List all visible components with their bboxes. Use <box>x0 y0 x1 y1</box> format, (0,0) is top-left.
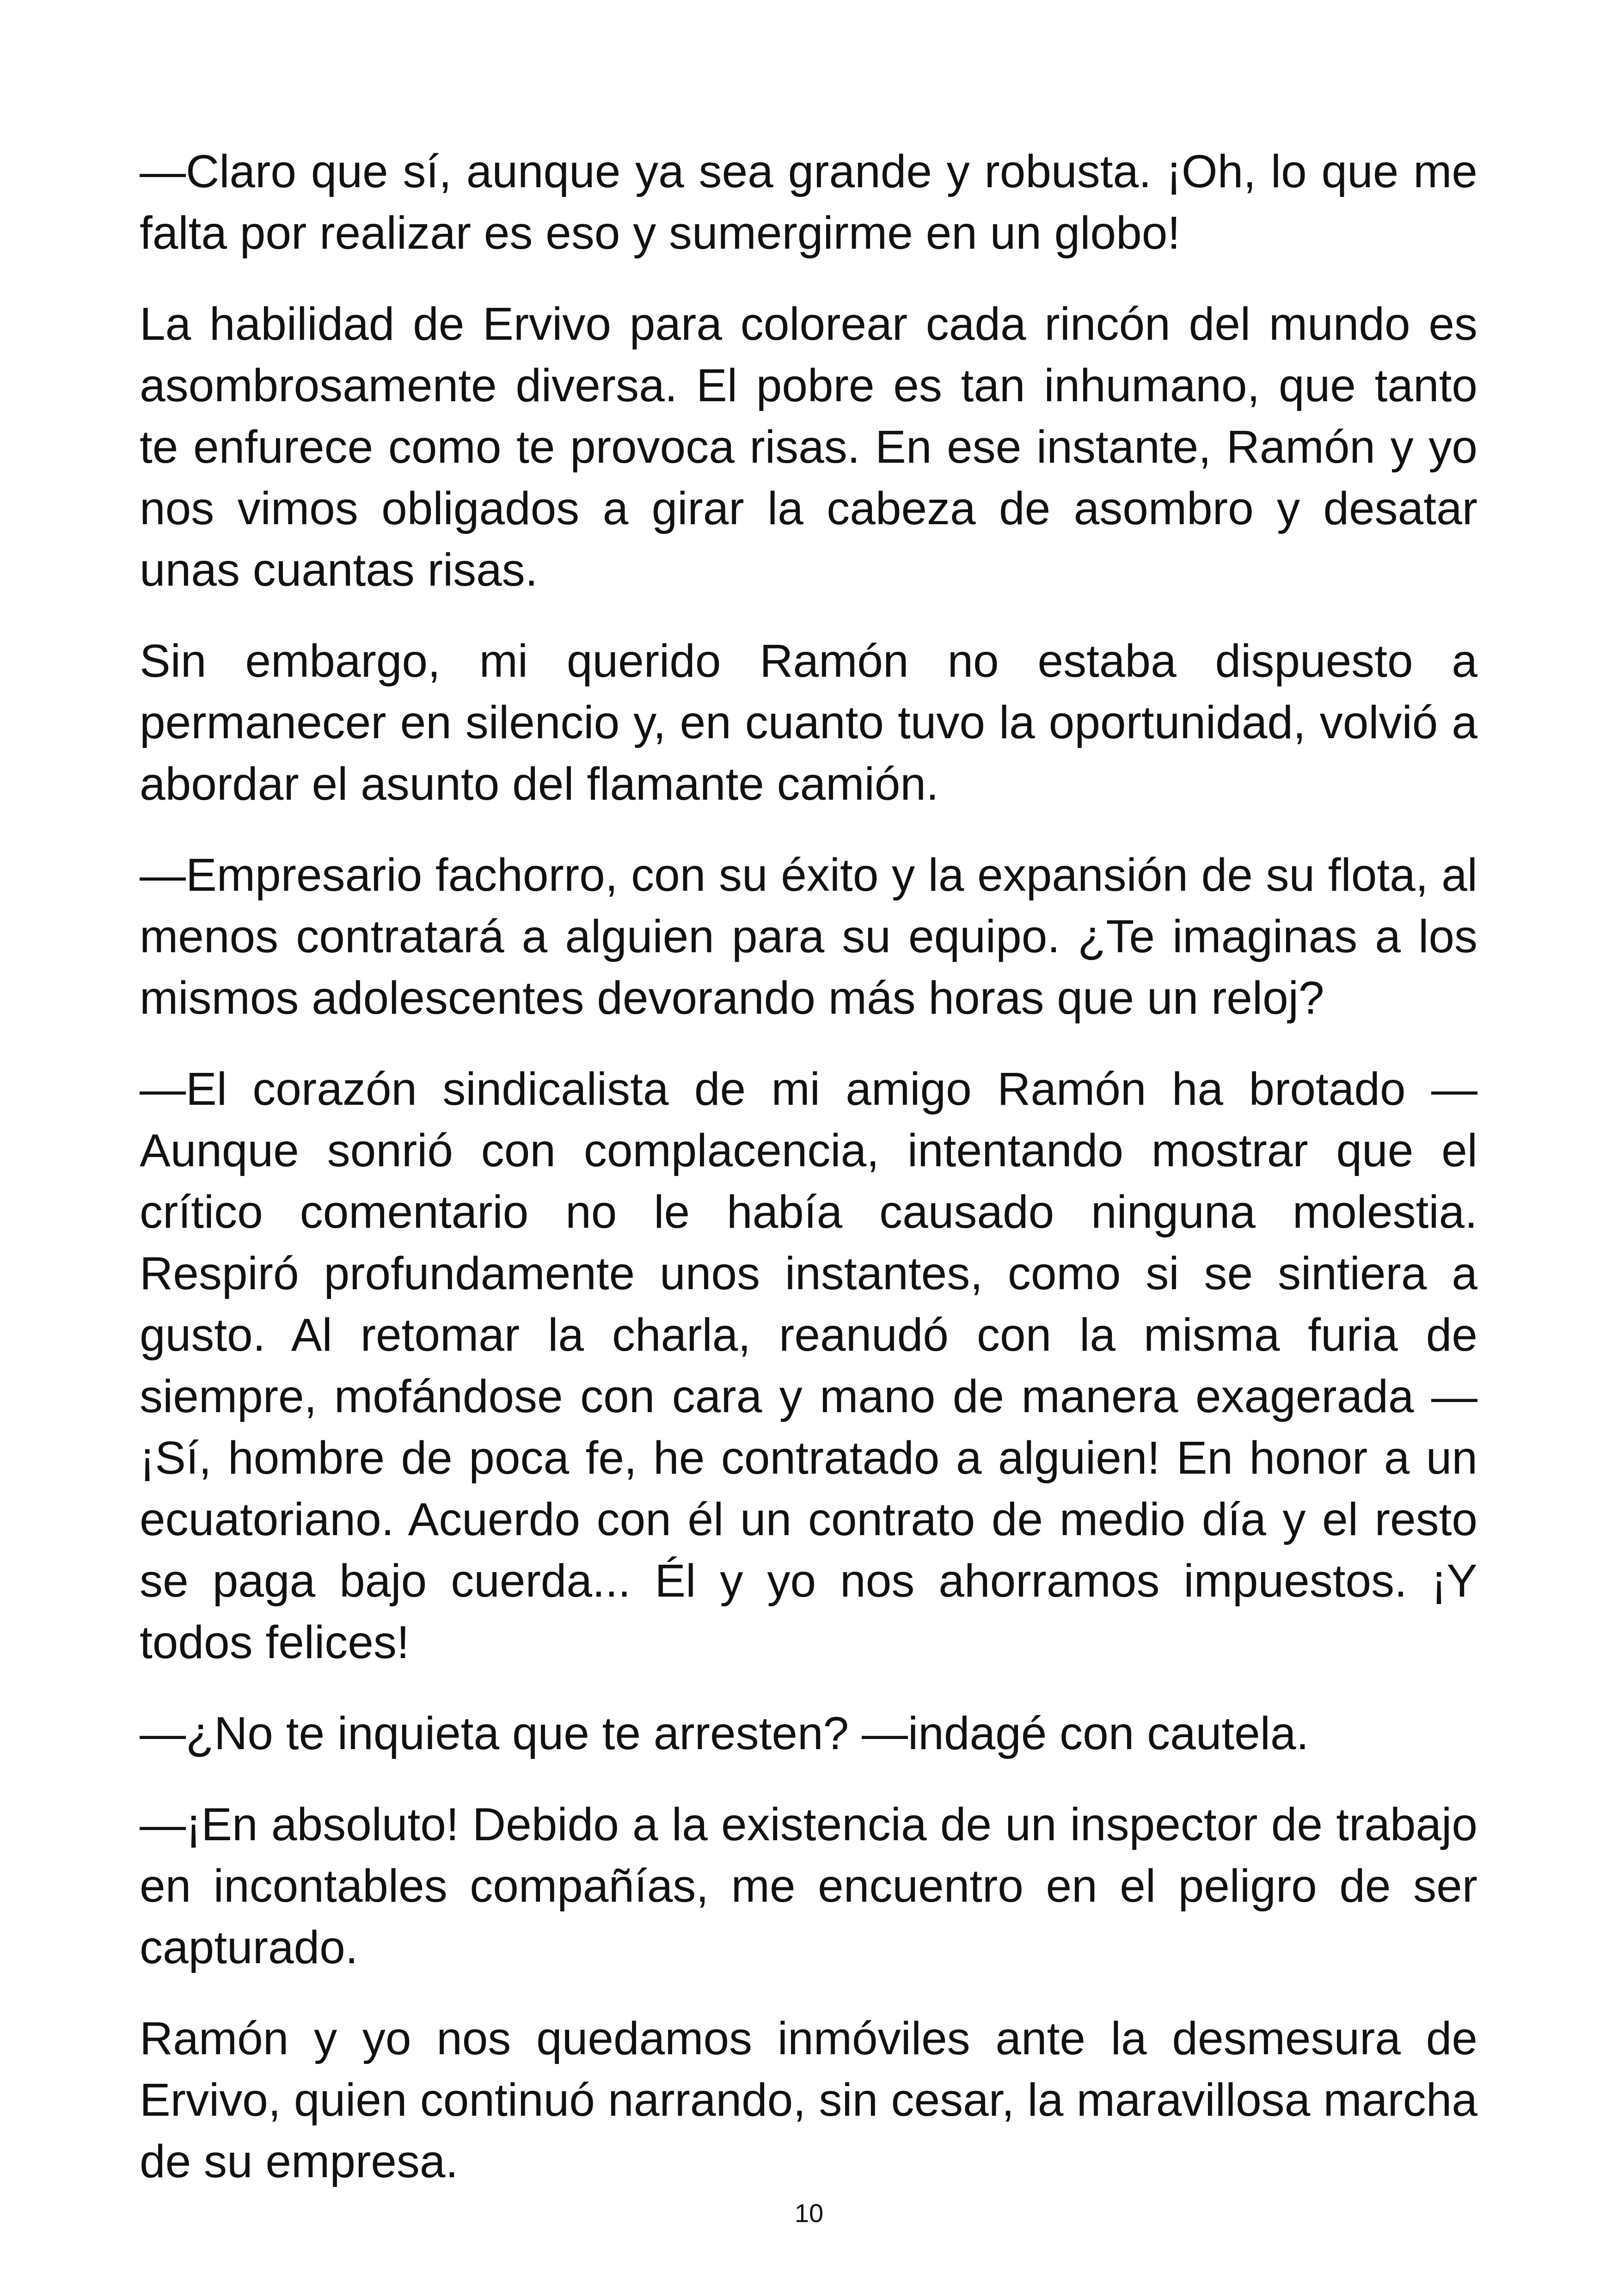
paragraph: —Claro que sí, aunque ya sea grande y robusta. ¡Oh, lo que me falta por realizar es eso y sumergirme en un globo! <box>140 146 1477 259</box>
paragraph: Ramón y yo nos quedamos inmóviles ante la desmesura de Ervivo, quien continuó narrando, sin cesar, la maravillosa marcha de su empresa. <box>140 2013 1477 2187</box>
paragraph: —¡En absoluto! Debido a la existencia de un inspector de trabajo en incontables compañías, me encuentro en el peligro de ser capturado. <box>140 1799 1477 1973</box>
paragraph: La habilidad de Ervivo para colorear cada rincón del mundo es asombrosamente diversa. El pobre es tan inhumano, que tanto te enfurece como te provoca risas. En ese instante, Ramón y yo nos vimos obligados a girar la cabeza de asombro y desatar unas cuantas risas. <box>140 298 1477 596</box>
body-text <box>140 141 1477 2222</box>
paragraph: —El corazón sindicalista de mi amigo Ramón ha brotado —Aunque sonrió con complacencia, intentando mostrar que el crítico comentario no le había causado ninguna molestia. Respiró profundamente unos instantes, como si se sintiera a gusto. Al retomar la charla, reanudó con la misma furia de siempre, mofándose con cara y mano de manera exagerada —¡Sí, hombre de poca fe, he contratado a alguien! En honor a un ecuatoriano. Acuerdo con él un contrato de medio día y el resto se paga bajo cuerda... Él y yo nos ahorramos impuestos. ¡Y todos felices! <box>140 1063 1477 1668</box>
paragraph: —¿No te inquieta que te arresten? —indagé con cautela. <box>140 1708 1309 1759</box>
paragraph: —Empresario fachorro, con su éxito y la expansión de su flota, al menos contratará a alguien para su equipo. ¿Te imaginas a los mismos adolescentes devorando más horas que un reloj? <box>140 849 1477 1024</box>
page-number: 10 <box>794 2198 824 2228</box>
paragraph: Sin embargo, mi querido Ramón no estaba dispuesto a permanecer en silencio y, en cuanto tuvo la oportunidad, volvió a abordar el asunto del flamante camión. <box>140 635 1477 810</box>
